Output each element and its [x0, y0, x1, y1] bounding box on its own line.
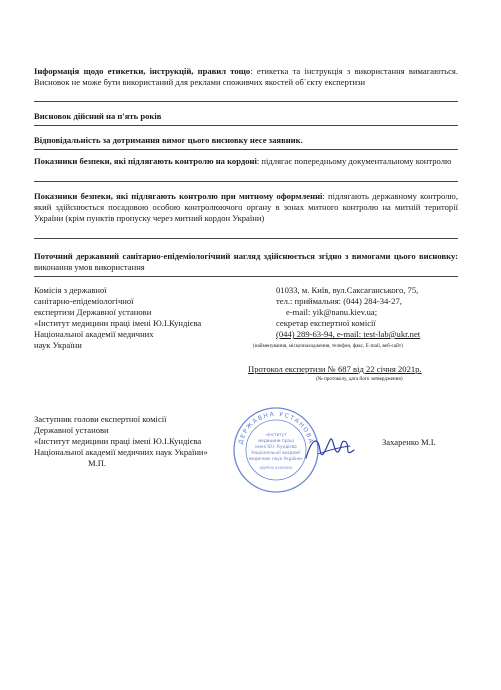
commission-secretary: секретар експертної комісії [276, 318, 376, 328]
supervision-text: виконання умов використання [34, 262, 145, 272]
commission-left-line: наук України [34, 340, 82, 350]
commission-left-line: експертизи Державної установи [34, 307, 152, 317]
divider [34, 181, 458, 182]
divider [34, 101, 458, 102]
commission-email: e-mail: yik@nanu.kiev.ua; [286, 307, 378, 317]
signatory-line: Національної академії медичних наук України» [34, 447, 208, 457]
mp-label: М.П. [88, 458, 107, 468]
border-control-label: Показники безпеки, які підлягають контролю на кордоні [34, 156, 257, 166]
signatory-name: Захаренко М.І. [382, 437, 436, 447]
divider [34, 238, 458, 239]
divider [34, 276, 458, 277]
supervision-paragraph [34, 251, 458, 273]
signatory-line: Заступник голови експертної комісії [34, 414, 167, 424]
signatory-line: «Інститут медицини праці імені Ю.І.Кундієва [34, 436, 202, 446]
validity-text: Висновок дійсний на п'ять років [34, 111, 162, 121]
signature [300, 428, 360, 468]
labeling-info-text: : етикетка та інструкція з використання вимагаються. Висновок не може бути використаний для реклами споживчих якостей об`єкту експертизи [34, 66, 458, 87]
stamp-inner-line: медичних наук України» [248, 456, 304, 461]
customs-control-paragraph [34, 191, 458, 224]
commission-left-line: санітарно-епідеміологічної [34, 296, 134, 306]
commission-left-line: «Інститут медицини праці імені Ю.І.Кундієва [34, 318, 202, 328]
labeling-info-label: Інформація щодо етикетки, інструкцій, правил тощо [34, 66, 251, 76]
protocol-text: Протокол експертизи № 687 від 22 січня 2021р. [248, 364, 422, 374]
customs-control-text: : підлягають державному контролю, який здійснюється посадовою особою контролюючого органу в зонах митного контролю на митній території України (крім пунктів пропуску через митний кордон України) [34, 191, 458, 223]
border-control-paragraph [34, 156, 458, 167]
commission-left-line: Національної академії медичних [34, 329, 154, 339]
divider [34, 125, 458, 126]
signatory-line: Державної установи [34, 425, 109, 435]
commission-phone-email: (044) 289-63-94, e-mail: test-lab@ukr.net [276, 329, 421, 339]
customs-control-label: Показники безпеки, які підлягають контролю при митному оформленні [34, 191, 323, 201]
divider [34, 149, 458, 150]
responsibility-paragraph [34, 135, 458, 146]
commission-address: 01033, м. Київ, вул.Саксаганського, 75, [276, 285, 419, 295]
stamp-inner-line: імені Ю.І. Кундієва [255, 444, 297, 449]
stamp-inner-line: медицини праці [258, 438, 294, 443]
responsibility-text: Відповідальність за дотримання вимог цього висновку несе заявник. [34, 135, 303, 145]
stamp-inner-line: «Інститут [265, 432, 287, 437]
stamp-code: ЄДРПОУ 02954020 [259, 466, 293, 470]
commission-caption: (найменування, місцезнаходження, телефон, факс, E-mail, веб-сайт) [253, 343, 403, 349]
validity-paragraph [34, 111, 458, 122]
stamp-inner-line: Національної академії [251, 450, 301, 455]
stamp-outer-text: ДЕРЖАВНА УСТАНОВА [237, 410, 315, 446]
commission-phone: тел.: приймальня: (044) 284-34-27, [276, 296, 402, 306]
labeling-info-paragraph [34, 66, 458, 88]
supervision-label: Поточний державний санітарно-епідеміологічний нагляд здійснюється згідно з вимогами цього висновку: [34, 251, 458, 261]
commission-left-line: Комісія з державної [34, 285, 107, 295]
border-control-text: : підлягає попередньому документальному контролю [256, 156, 452, 166]
protocol-caption: (№ протоколу, дата його затвердження) [316, 376, 403, 382]
